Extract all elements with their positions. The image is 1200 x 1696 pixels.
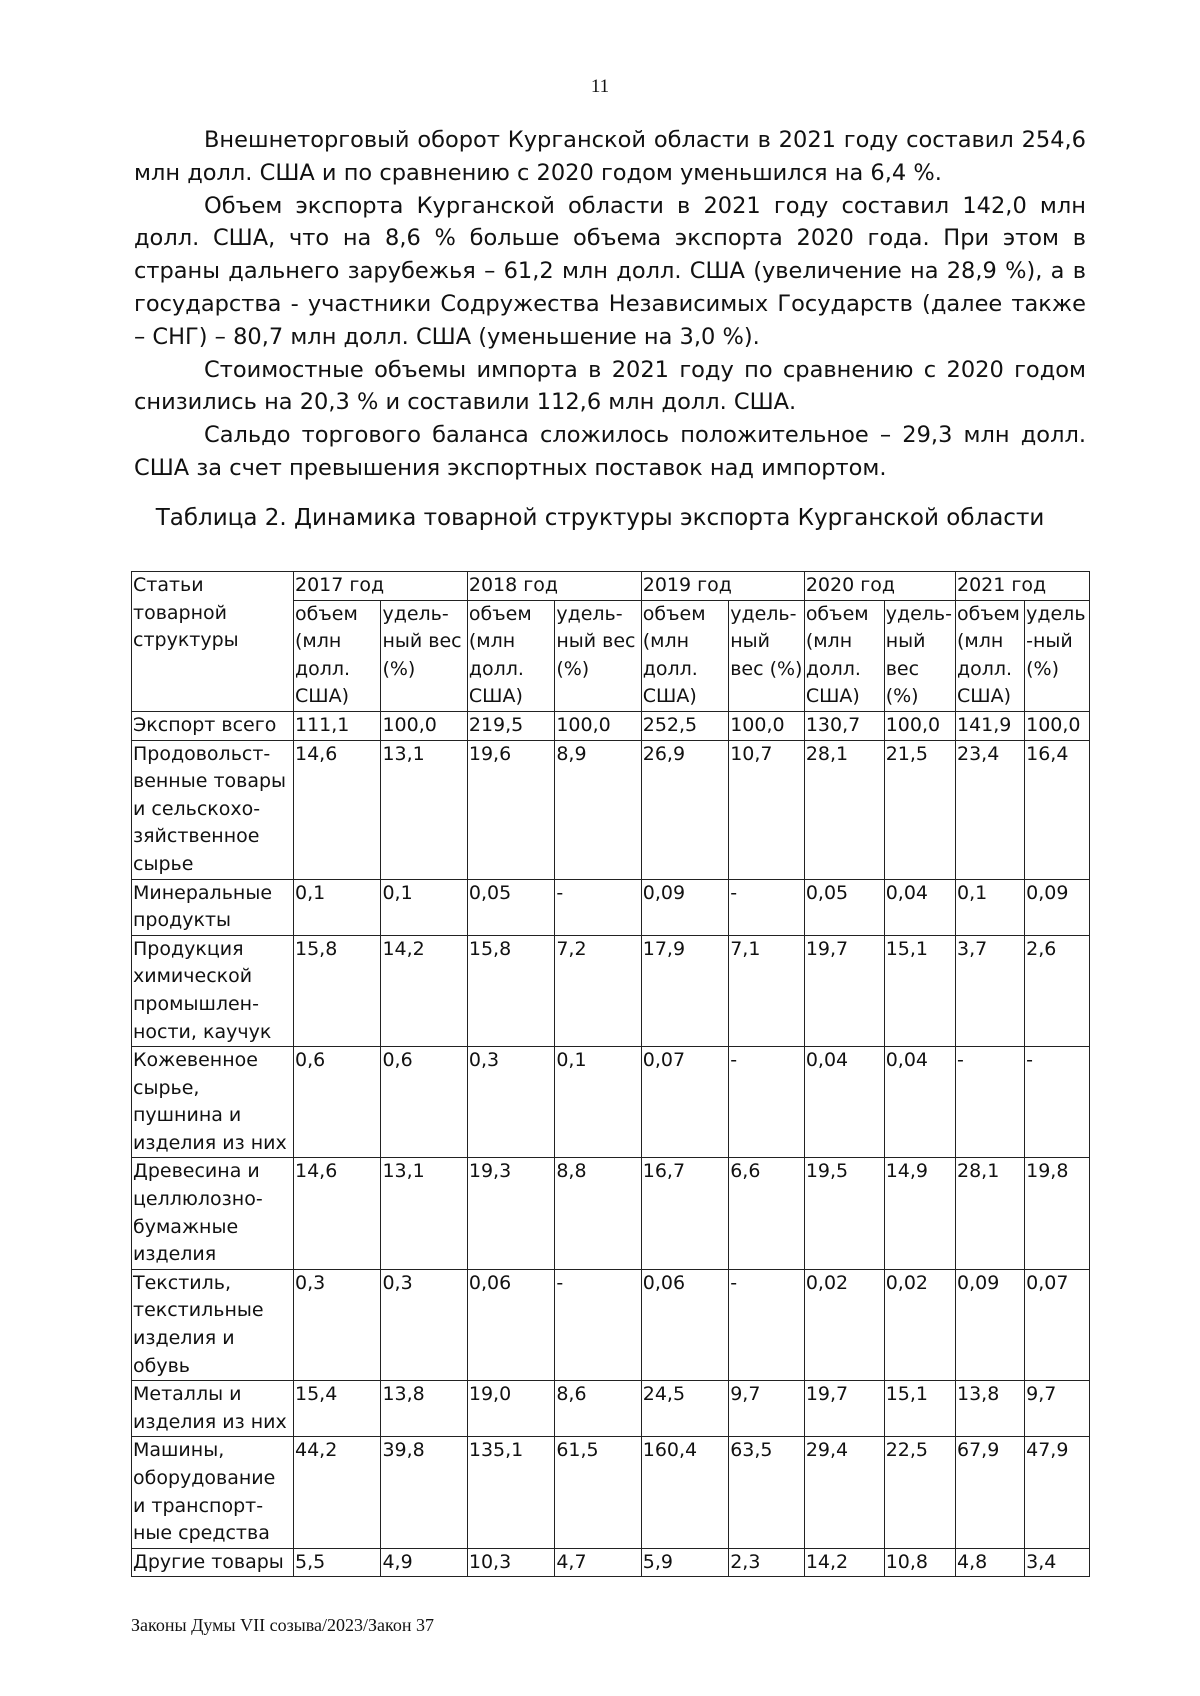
cell-share: 0,6 (381, 1047, 467, 1158)
year-header: 2019 год (641, 572, 804, 601)
cell-share: 14,9 (884, 1158, 955, 1269)
cell-share: - (555, 879, 641, 935)
cell-share: 0,02 (884, 1269, 955, 1380)
cell-share: 15,1 (884, 935, 955, 1046)
paragraph-export-volume: Объем экспорта Курганской области в 2021 году составил 142,0 млн долл. США, что на 8,6 % больше объема экспорта 2020 года. При этом в страны дальнего зарубежья – 61,2 млн долл. США (увеличение на 28,9 %), а в государства - участники Содружества Независимых Государств (далее также – СНГ) – 80,7 млн долл. США (уменьшение на 3,0 %). (134, 192, 1086, 350)
cell-share: 100,0 (555, 711, 641, 740)
row-label: Металлы и изделия из них (132, 1381, 294, 1437)
cell-share: 6,6 (729, 1158, 805, 1269)
subheader-share: удель-ный вес (%) (729, 600, 805, 711)
paragraph-trade-balance: Сальдо торгового баланса сложилось положительное – 29,3 млн долл. США за счет превышения экспортных поставок над импортом. (134, 422, 1086, 481)
cell-share: 100,0 (1025, 711, 1090, 740)
cell-share: 0,04 (884, 1047, 955, 1158)
cell-share: 7,1 (729, 935, 805, 1046)
cell-volume: 0,06 (641, 1269, 728, 1380)
subheader-volume: объем (млн долл. США) (467, 600, 554, 711)
row-label: Продовольст-венные товары и сельскохо-зяйственное сырье (132, 740, 294, 879)
page-number: 11 (590, 76, 610, 97)
footer-law-reference: Законы Думы VII созыва/2023/Закон 37 (131, 1615, 434, 1635)
cell-share: 8,8 (555, 1158, 641, 1269)
cell-volume: 17,9 (641, 935, 728, 1046)
cell-volume: 16,7 (641, 1158, 728, 1269)
cell-share: 0,3 (381, 1269, 467, 1380)
cell-volume: 24,5 (641, 1381, 728, 1437)
cell-share: 4,7 (555, 1548, 641, 1577)
cell-volume: 0,04 (804, 1047, 884, 1158)
paragraph-trade-turnover: Внешнеторговый оборот Курганской области в 2021 году составил 254,6 млн долл. США и по сравнению с 2020 годом уменьшился на 6,4 %. (134, 127, 1086, 186)
cell-volume: 19,6 (467, 740, 554, 879)
subheader-volume: объем (млн долл. США) (293, 600, 380, 711)
export-structure-table (131, 571, 1090, 1577)
cell-share: - (729, 879, 805, 935)
cell-volume: 19,7 (804, 1381, 884, 1437)
row-label: Кожевенное сырье, пушнина и изделия из них (132, 1047, 294, 1158)
cell-volume: 0,3 (467, 1047, 554, 1158)
table-caption: Таблица 2. Динамика товарной структуры экспорта Курганской области (155, 505, 1045, 531)
table-row (132, 1158, 1090, 1269)
cell-volume: 0,6 (293, 1047, 380, 1158)
table-row (132, 1047, 1090, 1158)
cell-volume: 252,5 (641, 711, 728, 740)
cell-volume: - (956, 1047, 1025, 1158)
cell-volume: 26,9 (641, 740, 728, 879)
table-row (132, 740, 1090, 879)
cell-volume: 14,6 (293, 740, 380, 879)
cell-volume: 19,7 (804, 935, 884, 1046)
cell-share: 39,8 (381, 1437, 467, 1548)
cell-share: - (555, 1269, 641, 1380)
row-label: Другие товары (132, 1548, 294, 1577)
cell-volume: 44,2 (293, 1437, 380, 1548)
cell-volume: 14,6 (293, 1158, 380, 1269)
cell-share: 21,5 (884, 740, 955, 879)
cell-volume: 0,1 (293, 879, 380, 935)
cell-volume: 28,1 (804, 740, 884, 879)
cell-volume: 111,1 (293, 711, 380, 740)
cell-volume: 0,02 (804, 1269, 884, 1380)
table-row (132, 879, 1090, 935)
cell-share: 100,0 (729, 711, 805, 740)
table-row (132, 1269, 1090, 1380)
subheader-share: удель-ный вес (%) (884, 600, 955, 711)
cell-share: 15,1 (884, 1381, 955, 1437)
cell-share: 8,9 (555, 740, 641, 879)
row-label: Древесина и целлюлозно-бумажные изделия (132, 1158, 294, 1269)
subheader-volume: объем (млн долл. США) (641, 600, 728, 711)
row-label: Экспорт всего (132, 711, 294, 740)
cell-share: 2,6 (1025, 935, 1090, 1046)
cell-share: 9,7 (1025, 1381, 1090, 1437)
cell-share: 3,4 (1025, 1548, 1090, 1577)
cell-share: 0,04 (884, 879, 955, 935)
cell-volume: 0,07 (641, 1047, 728, 1158)
cell-share: 8,6 (555, 1381, 641, 1437)
subheader-share: удель-ный вес (%) (555, 600, 641, 711)
table-row (132, 1548, 1090, 1577)
cell-volume: 4,8 (956, 1548, 1025, 1577)
row-label: Продукция химической промышлен-ности, каучук (132, 935, 294, 1046)
cell-volume: 19,5 (804, 1158, 884, 1269)
cell-share: 0,09 (1025, 879, 1090, 935)
header-row-years (132, 572, 1090, 601)
cell-share: 13,1 (381, 1158, 467, 1269)
row-label: Машины, оборудование и транспорт-ные средства (132, 1437, 294, 1548)
cell-volume: 5,9 (641, 1548, 728, 1577)
subheader-volume: объем (млн долл. США) (804, 600, 884, 711)
cell-volume: 15,8 (467, 935, 554, 1046)
cell-volume: 29,4 (804, 1437, 884, 1548)
cell-volume: 19,0 (467, 1381, 554, 1437)
cell-share: - (729, 1269, 805, 1380)
cell-volume: 0,3 (293, 1269, 380, 1380)
cell-share: 47,9 (1025, 1437, 1090, 1548)
cell-volume: 135,1 (467, 1437, 554, 1548)
cell-volume: 219,5 (467, 711, 554, 740)
cell-volume: 10,3 (467, 1548, 554, 1577)
table-row (132, 935, 1090, 1046)
cell-share: 63,5 (729, 1437, 805, 1548)
cell-volume: 15,8 (293, 935, 380, 1046)
table-row (132, 711, 1090, 740)
cell-share: 14,2 (381, 935, 467, 1046)
cell-share: 0,07 (1025, 1269, 1090, 1380)
cell-share: 10,7 (729, 740, 805, 879)
cell-volume: 13,8 (956, 1381, 1025, 1437)
cell-volume: 0,06 (467, 1269, 554, 1380)
cell-share: 10,8 (884, 1548, 955, 1577)
cell-share: 13,8 (381, 1381, 467, 1437)
cell-share: 22,5 (884, 1437, 955, 1548)
paragraph-import-volume: Стоимостные объемы импорта в 2021 году по сравнению с 2020 годом снизились на 20,3 % и составили 112,6 млн долл. США. (134, 356, 1086, 416)
cell-volume: 14,2 (804, 1548, 884, 1577)
cell-share: 0,1 (381, 879, 467, 935)
cell-volume: 0,05 (804, 879, 884, 935)
cell-volume: 0,05 (467, 879, 554, 935)
cell-share: 100,0 (381, 711, 467, 740)
cell-volume: 130,7 (804, 711, 884, 740)
cell-share: 4,9 (381, 1548, 467, 1577)
subheader-share: удель-ный (%) (1025, 600, 1090, 711)
cell-share: 13,1 (381, 740, 467, 879)
cell-volume: 160,4 (641, 1437, 728, 1548)
cell-share: 7,2 (555, 935, 641, 1046)
subheader-share: удель-ный вес (%) (381, 600, 467, 711)
year-header: 2017 год (293, 572, 467, 601)
cell-volume: 28,1 (956, 1158, 1025, 1269)
cell-volume: 67,9 (956, 1437, 1025, 1548)
cell-share: 19,8 (1025, 1158, 1090, 1269)
year-header: 2018 год (467, 572, 641, 601)
body-text (134, 124, 1086, 485)
cell-share: 0,1 (555, 1047, 641, 1158)
year-header: 2021 год (956, 572, 1090, 601)
subheader-volume: объем (млн долл. США) (956, 600, 1025, 711)
table-row (132, 1437, 1090, 1548)
corner-header: Статьи товарной структуры (132, 572, 294, 712)
cell-share: 2,3 (729, 1548, 805, 1577)
cell-share: - (1025, 1047, 1090, 1158)
cell-volume: 23,4 (956, 740, 1025, 879)
cell-volume: 141,9 (956, 711, 1025, 740)
cell-volume: 0,1 (956, 879, 1025, 935)
cell-volume: 0,09 (641, 879, 728, 935)
cell-share: 61,5 (555, 1437, 641, 1548)
cell-volume: 0,09 (956, 1269, 1025, 1380)
cell-share: - (729, 1047, 805, 1158)
cell-share: 100,0 (884, 711, 955, 740)
cell-volume: 3,7 (956, 935, 1025, 1046)
cell-volume: 19,3 (467, 1158, 554, 1269)
cell-volume: 5,5 (293, 1548, 380, 1577)
cell-share: 16,4 (1025, 740, 1090, 879)
cell-volume: 15,4 (293, 1381, 380, 1437)
year-header: 2020 год (804, 572, 955, 601)
row-label: Минеральные продукты (132, 879, 294, 935)
row-label: Текстиль, текстильные изделия и обувь (132, 1269, 294, 1380)
table-row (132, 1381, 1090, 1437)
cell-share: 9,7 (729, 1381, 805, 1437)
